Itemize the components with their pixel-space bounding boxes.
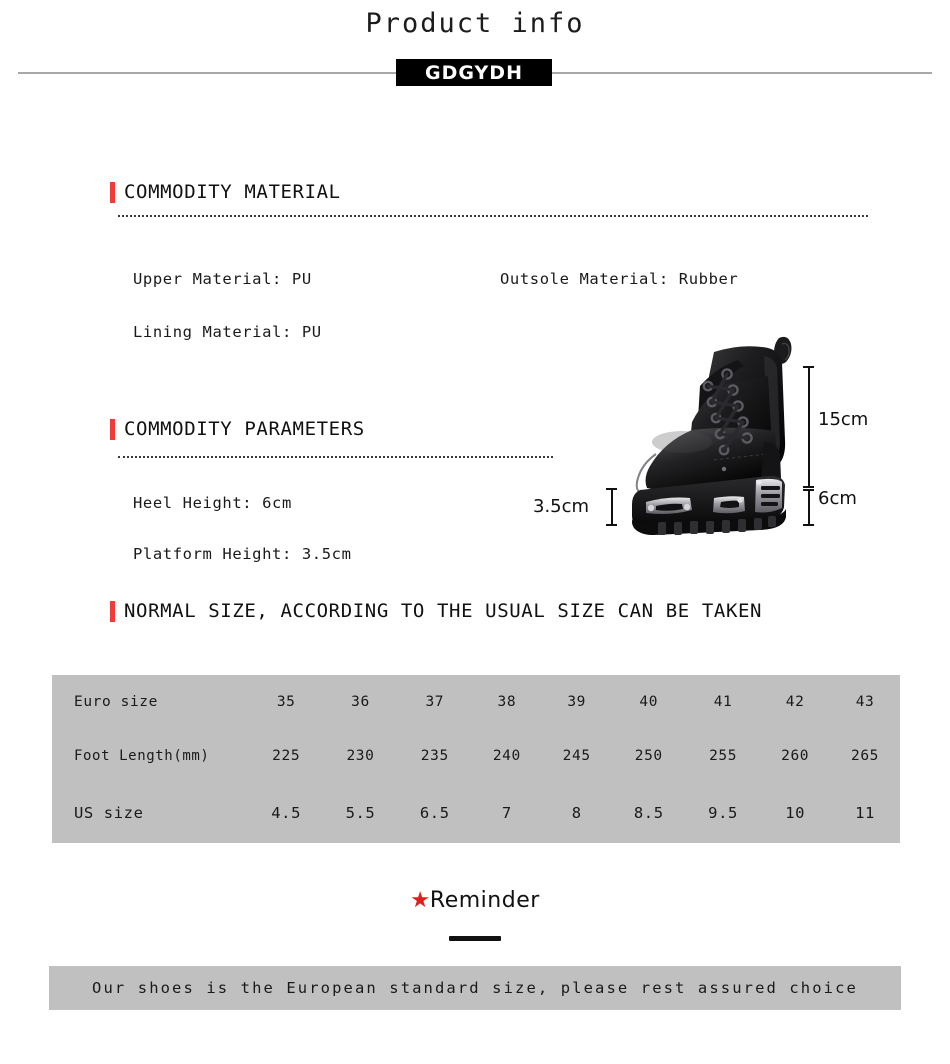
- brand-badge: GDGYDH: [396, 59, 552, 86]
- cell-foot-4: 245: [562, 747, 591, 764]
- cell-us-3: 7: [501, 803, 512, 822]
- section-heading-material-label: COMMODITY MATERIAL: [124, 181, 341, 203]
- spec-upper-material: Upper Material: PU: [133, 270, 312, 288]
- spec-heel-height: Heel Height: 6cm: [133, 494, 292, 512]
- product-image-boot: [596, 330, 816, 555]
- size-chart-table: [52, 675, 900, 843]
- section-heading-size-note: [110, 600, 762, 622]
- reminder-title: Reminder: [429, 888, 540, 913]
- cell-euro-0: 35: [276, 693, 296, 710]
- cell-us-7: 10: [785, 803, 806, 822]
- spec-outsole-material: Outsole Material: Rubber: [500, 270, 739, 288]
- cell-foot-7: 260: [781, 747, 810, 764]
- spec-lining-material: Lining Material: PU: [133, 323, 322, 341]
- cell-us-4: 8: [571, 803, 582, 822]
- cell-euro-1: 36: [351, 693, 370, 710]
- dotted-rule-parameters: [118, 456, 553, 458]
- cell-us-2: 6.5: [419, 803, 450, 822]
- cell-euro-6: 41: [713, 693, 733, 710]
- caliper-shaft-icon: [803, 366, 814, 488]
- section-heading-material: [110, 181, 341, 203]
- table-row: [52, 675, 900, 729]
- caliper-sole-icon: [803, 489, 814, 526]
- cell-us-1: 5.5: [345, 803, 376, 822]
- cell-euro-2: 37: [425, 693, 445, 710]
- section-heading-size-note-label: NORMAL SIZE, ACCORDING TO THE USUAL SIZE CAN BE TAKEN: [124, 600, 763, 622]
- cell-foot-8: 265: [851, 747, 880, 764]
- cell-foot-0: 225: [272, 747, 301, 764]
- caliper-platform-icon: [606, 488, 617, 526]
- accent-bar-icon: [110, 419, 115, 440]
- reminder-heading: [0, 888, 950, 913]
- cell-us-0: 4.5: [271, 803, 302, 822]
- footer-banner: [49, 966, 901, 1010]
- measurement-label-sole: 6cm: [818, 488, 857, 509]
- cell-foot-3: 240: [492, 747, 521, 764]
- cell-euro-8: 43: [855, 693, 875, 710]
- cell-foot-2: 235: [420, 747, 449, 764]
- cell-euro-5: 40: [639, 693, 659, 710]
- measurement-label-shaft: 15cm: [818, 409, 869, 430]
- footer-message: Our shoes is the European standard size, please rest assured choice: [92, 979, 858, 997]
- cell-us-8: 11: [855, 803, 875, 822]
- cell-euro-7: 42: [785, 693, 805, 710]
- cell-euro-4: 39: [567, 693, 587, 710]
- measurement-label-platform: 3.5cm: [533, 496, 590, 517]
- accent-bar-icon: [110, 601, 115, 622]
- row-header-foot-length: Foot Length(mm): [74, 747, 210, 764]
- cell-foot-1: 230: [346, 747, 375, 764]
- table-row: [52, 783, 900, 844]
- accent-bar-icon: [110, 182, 115, 203]
- cell-euro-3: 38: [497, 693, 517, 710]
- section-heading-parameters: [110, 418, 365, 440]
- page-title: Product info: [365, 8, 585, 39]
- row-header-euro-size: Euro size: [74, 693, 158, 710]
- section-heading-parameters-label: COMMODITY PARAMETERS: [124, 418, 365, 440]
- table-row: [52, 729, 900, 783]
- star-icon: ★: [410, 888, 430, 913]
- cell-foot-5: 250: [634, 747, 663, 764]
- dotted-rule-material: [118, 215, 868, 217]
- cell-foot-6: 255: [709, 747, 738, 764]
- reminder-divider: [449, 936, 501, 941]
- cell-us-5: 8.5: [633, 803, 664, 822]
- row-header-us-size: US size: [74, 803, 144, 822]
- cell-us-6: 9.5: [708, 803, 738, 822]
- spec-platform-height: Platform Height: 3.5cm: [133, 545, 352, 563]
